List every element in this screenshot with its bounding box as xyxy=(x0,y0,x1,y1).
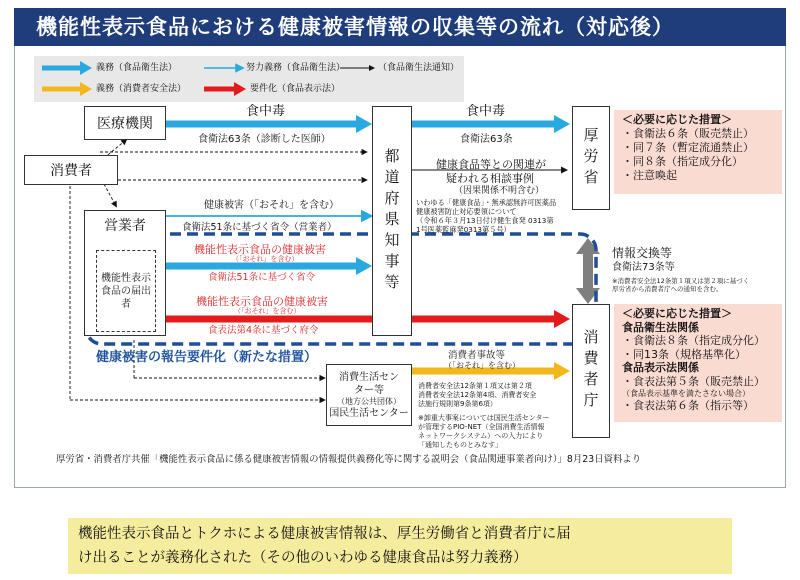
summary-line-2: け出ることが義務化された（その他のいわゆる健康食品は努力義務） xyxy=(78,550,528,566)
measures-mhlw-title: ＜必要に応じた措置＞ xyxy=(622,113,732,126)
source-note: 厚労省・消費者庁共催「機能性表示食品に係る健康被害情報の情報提供義務化等に関する説明会（食品関連事業者向け）」8月23日資料より xyxy=(56,454,642,465)
label-damage-1: 健康被害（「おそれ」を含む） xyxy=(204,200,339,211)
node-notifier: 機能性表示食品の届出者 xyxy=(96,250,156,332)
summary-line-1: 機能性表示食品とトクホによる健康被害情報は、厚生労働省と消費者庁に届 xyxy=(78,526,571,542)
legend-effort: 努力義務（食品衛生法） xyxy=(246,63,346,73)
accident-law-3: 法施行規則第9条第6項） xyxy=(418,400,497,408)
label-damage-2-osore: （「おそれ」を含む） xyxy=(232,255,299,263)
notice-line-3: （令和６年３月13日付け健生食発 0313第 xyxy=(416,216,554,225)
accident-law-text xyxy=(418,382,570,409)
label-health-food-1: 健康食品等との関連が xyxy=(436,158,546,171)
label-damage-3: 機能性表示食品の健康被害 xyxy=(196,295,328,308)
label-accident-osore: （「おそれ」を含む） xyxy=(444,361,520,370)
measures-caa-item: ・食衛法８条（指定成分化） xyxy=(622,334,765,347)
label-info-exchange: 情報交換等 xyxy=(612,246,673,260)
accident-law-2: 消費者安全法12条第4項、消費者安全 xyxy=(418,391,537,399)
measures-mhlw-item: ・同８条（指定成分化） xyxy=(622,155,743,168)
label-new-measure: 健康被害の報告要件化（新たな措置） xyxy=(96,350,318,365)
pionet-text xyxy=(418,414,570,450)
label-health-food-3: （因果関係不明含む） xyxy=(454,186,545,196)
pionet-4: 「通知したものとみなす」 xyxy=(418,441,502,449)
node-center xyxy=(326,364,412,426)
line-consumer-business xyxy=(104,184,116,206)
label-info-note-2: 厚労省から消費者庁への通知を含む。 xyxy=(612,285,723,293)
measures-caa-title: ＜必要に応じた措置＞ xyxy=(622,307,732,320)
node-center-sub: （地方公共団体） xyxy=(337,396,401,406)
node-prefecture: 都道府県知事等 xyxy=(372,106,412,336)
node-center-label: 消費生活センター等 xyxy=(339,371,399,396)
legend-duty-consumer: 義務（消費者安全法） xyxy=(96,84,187,94)
label-damage-3-osore: （「おそれ」を含む） xyxy=(234,307,301,315)
node-mhlw: 厚労省 xyxy=(572,106,610,210)
measures-mhlw-item: ・注意喚起 xyxy=(622,169,677,182)
label-damage-2: 機能性表示食品の健康被害 xyxy=(194,243,326,256)
pionet-2: が管理するPIO-NET（全国消費生活情報 xyxy=(418,423,545,431)
measures-mhlw-item: ・同７条（暫定流通禁止） xyxy=(622,141,754,154)
measures-caa-item: ・食表法第６条（指示等） xyxy=(622,399,754,412)
legend-required: 要件化（食品表示法） xyxy=(250,84,341,94)
measures-caa-item: （食品表示基準を満たさない場合） xyxy=(622,389,750,398)
summary-box xyxy=(68,518,732,574)
measures-caa-item: ・同13条（規格基準化） xyxy=(622,347,746,361)
notice-line-4: 1号医薬監麻発0313第５号） xyxy=(416,225,511,234)
label-info-note-1: ※消費者安全法12条第１項又は第２項に基づく xyxy=(612,277,750,285)
notice-line-2: 健康被害防止対応要領について xyxy=(416,207,517,216)
node-medical: 医療機関 xyxy=(84,106,166,140)
measures-caa-sec2: 食品表示法関係 xyxy=(622,361,699,374)
label-damage-3-sub: 食表法第4条に基づく府令 xyxy=(208,325,319,336)
label-food-poison-1-sub: 食衛法63条（診断した医師） xyxy=(198,134,331,145)
measures-mhlw xyxy=(614,110,782,194)
measures-mhlw-item: ・食衛法６条（販売禁止） xyxy=(622,127,754,140)
page-title: 機能性表示食品における健康被害情報の収集等の流れ（対応後） xyxy=(14,8,786,46)
pionet-3: ネットワークシステム）への入力により xyxy=(418,432,544,440)
notice-line-1: いわゆる「健康食品」・無承認無許可医薬品 xyxy=(416,198,557,207)
measures-caa xyxy=(614,304,782,422)
label-accident: 消費者事故等 xyxy=(448,350,506,361)
label-damage-2-sub: 食衛法51条に基づく省令 xyxy=(208,272,316,283)
notice-text xyxy=(416,198,572,234)
label-info-exchange-sub: 食衛法73条等 xyxy=(612,262,675,273)
node-center-national: 国民生活センター xyxy=(329,407,409,419)
node-consumer: 消費者 xyxy=(24,155,118,185)
node-business-label: 営業者 xyxy=(104,218,146,234)
measures-caa-item: ・食表法第５条（販売禁止） xyxy=(622,374,765,388)
label-health-food-2: 疑われる相談事例 xyxy=(446,172,534,185)
accident-law-1: 消費者安全法12条第１項又は第２項 xyxy=(418,382,532,390)
label-food-poison-1: 食中毒 xyxy=(246,104,286,119)
label-damage-1-sub: 食衛法51条に基づく省令（営業者） xyxy=(182,222,337,233)
pionet-1: ※卸重大事案については国民生活センター xyxy=(418,414,550,422)
legend-notice: （食品衛生法通知） xyxy=(378,63,460,73)
node-caa: 消費者庁 xyxy=(572,304,610,438)
measures-caa-sec1: 食品衛生法関係 xyxy=(622,320,699,334)
legend-duty-food: 義務（食品衛生法） xyxy=(96,63,178,73)
label-food-poison-2-sub: 食衛法63条 xyxy=(460,134,513,145)
label-food-poison-2: 食中毒 xyxy=(466,104,506,119)
